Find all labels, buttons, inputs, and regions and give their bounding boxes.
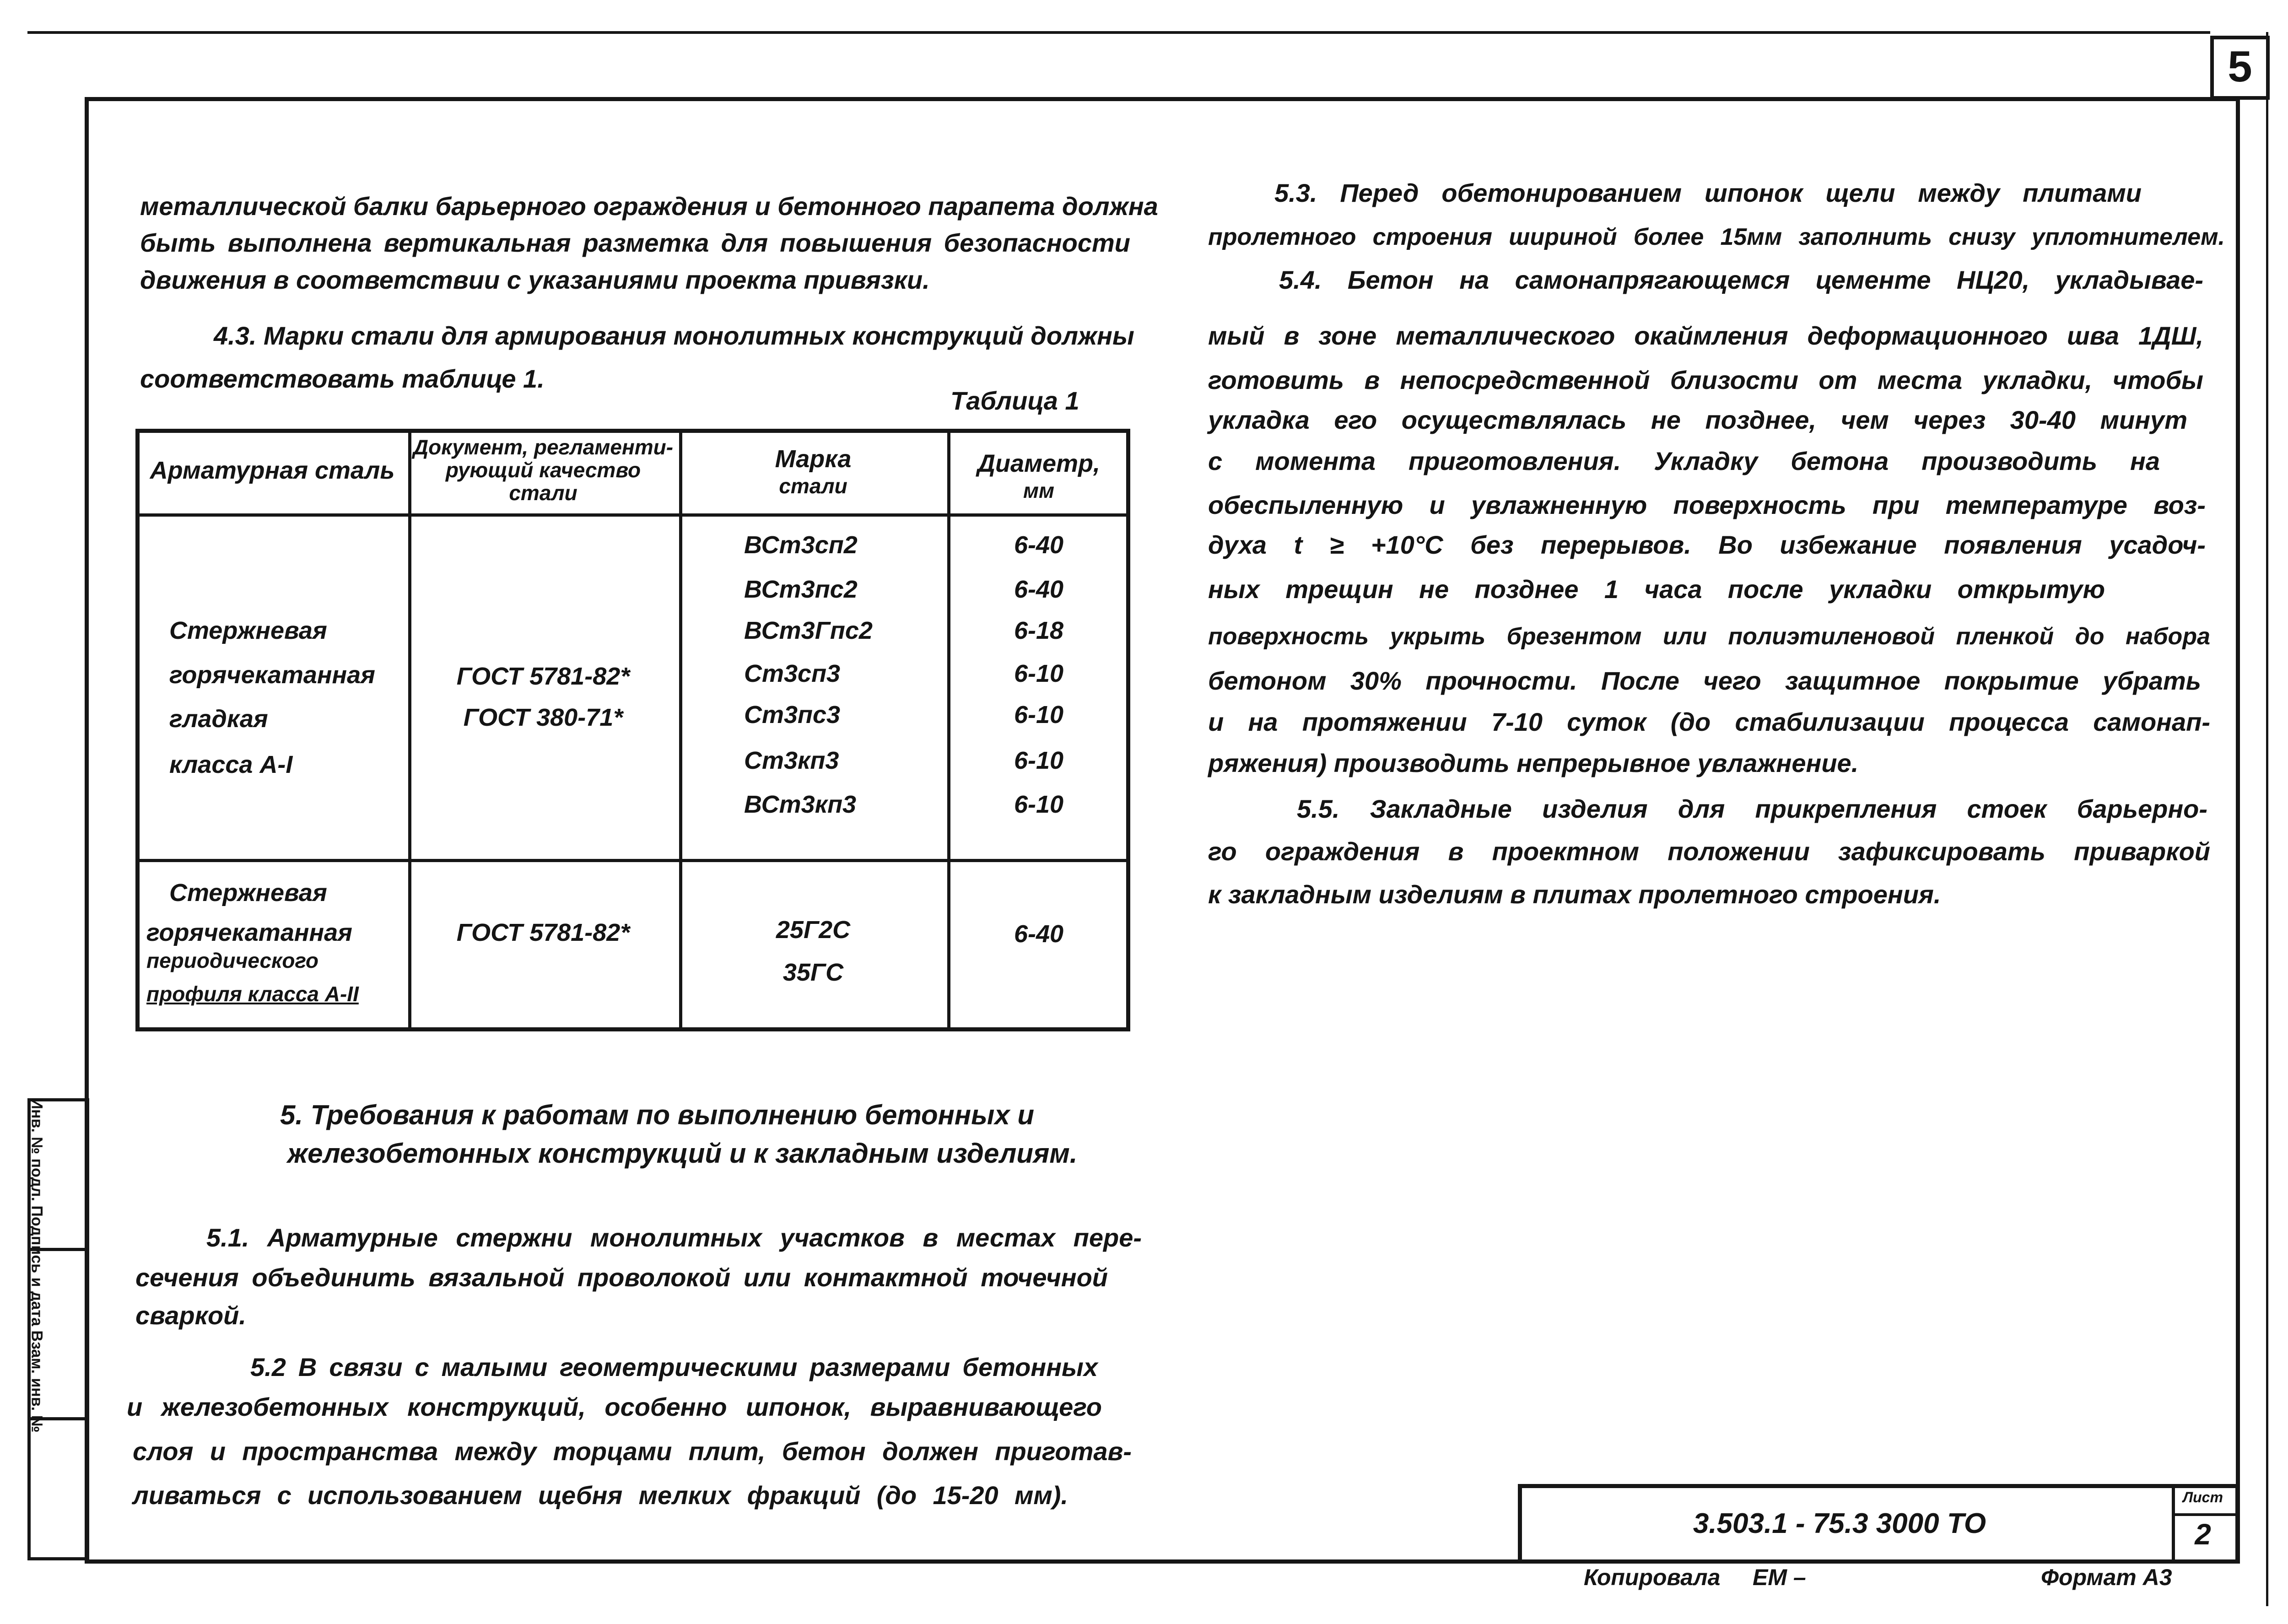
section-5-heading: железобетонных конструкций и к закладным изделиям. — [287, 1138, 1078, 1169]
right-text-line: обеспыленную и увлажненную поверхность при температуре воз- — [1208, 491, 2206, 519]
diameter: 6-40 — [1014, 531, 1064, 559]
right-text-line: мый в зоне металлического окаймления деформационного шва 1ДШ, — [1208, 321, 2203, 350]
paragraph-5-1-line: сваркой. — [135, 1301, 246, 1330]
steel-type: класса А-I — [169, 751, 293, 778]
right-text-line: укладка его осуществлялась не позднее, чем через 30-40 минут — [1208, 405, 2187, 434]
steel-type: гладкая — [169, 705, 268, 733]
right-text-line: 5.4. Бетон на самонапрягающемся цементе НЦ20, укладывае- — [1279, 265, 2203, 294]
paragraph-5-2-line: слоя и пространства между торцами плит, бетон должен приготав- — [133, 1437, 1132, 1466]
sheet-number: 2 — [2195, 1518, 2211, 1551]
header-doc: рующий качество — [445, 458, 641, 482]
right-text-line: с момента приготовления. Укладку бетона производить на — [1208, 447, 2160, 475]
right-text-line: пролетного строения шириной более 15мм заполнить снизу уплотнителем. — [1208, 224, 2225, 250]
header-doc: стали — [509, 481, 577, 505]
diameter: 6-40 — [1014, 920, 1064, 948]
steel-type: профиля класса А-II — [146, 982, 359, 1006]
table-caption: Таблица 1 — [950, 386, 1079, 415]
header-steel: Арматурная сталь — [150, 457, 395, 484]
steel-grade: Ст3кп3 — [744, 747, 839, 774]
sheet-label: Лист — [2183, 1489, 2223, 1505]
right-text-line: го ограждения в проектном положении зафиксировать приваркой — [1208, 837, 2210, 866]
paragraph-5-2-line: и железобетонных конструкций, особенно шпонок, выравнивающего — [127, 1392, 1102, 1421]
header-doc: Документ, регламенти- — [413, 435, 674, 459]
copied-label: Копировала — [1584, 1565, 1721, 1590]
steel-type: периодического — [146, 949, 318, 972]
page-number-box — [2210, 36, 2270, 100]
diameter: 6-10 — [1014, 701, 1064, 728]
diameter: 6-40 — [1014, 576, 1064, 603]
outer-right-rule — [2266, 32, 2268, 1606]
diameter: 6-10 — [1014, 660, 1064, 687]
steel-type: горячекатанная — [146, 919, 352, 946]
steel-type: Стержневая — [169, 879, 327, 906]
header-grade: стали — [779, 474, 847, 498]
side-stamp-text: Инв. № подл. Подпись и дата Взам. инв. № — [28, 1098, 46, 1433]
top-rule — [27, 31, 2210, 34]
standard-doc: ГОСТ 5781-82* — [456, 663, 630, 690]
intro-line: быть выполнена вертикальная разметка для повышения безопасности — [140, 228, 1130, 257]
intro-line: движения в соответствии с указаниями проекта привязки. — [140, 265, 930, 294]
paragraph-5-2-line: 5.2 В связи с малыми геометрическими размерами бетонных — [250, 1353, 1098, 1381]
right-text-line: к закладным изделиям в плитах пролетного строения. — [1208, 880, 1941, 909]
steel-grade: ВСт3сп2 — [744, 531, 858, 559]
diameter: 6-18 — [1014, 617, 1064, 644]
document-code: 3.503.1 - 75.3 3000 ТО — [1693, 1508, 1986, 1539]
header-diameter: мм — [1023, 479, 1055, 502]
paragraph-4-3-line: 4.3. Марки стали для армирования монолитных конструкций должны — [214, 321, 1134, 350]
paragraph-5-1-line: сечения объединить вязальной проволокой или контактной точечной — [135, 1263, 1108, 1292]
right-text-line: ряжения) производить непрерывное увлажнение. — [1208, 749, 1859, 777]
steel-grade: ВСт3кп3 — [744, 791, 857, 818]
steel-grade: ВСт3Гпс2 — [744, 617, 873, 644]
page-number: 5 — [2228, 42, 2252, 91]
steel-type: горячекатанная — [169, 661, 375, 689]
paragraph-4-3-line: соответствовать таблице 1. — [140, 364, 545, 393]
steel-grade: Ст3пс3 — [744, 701, 841, 728]
section-5-heading: 5. Требования к работам по выполнению бетонных и — [280, 1100, 1035, 1130]
steel-grade: 25Г2С — [776, 916, 851, 944]
diameter: 6-10 — [1014, 791, 1064, 818]
steel-grade: ВСт3пс2 — [744, 576, 858, 603]
right-text-line: духа t ≥ +10°С без перерывов. Во избежание появления усадоч- — [1208, 530, 2206, 559]
header-diameter: Диаметр, — [977, 450, 1100, 477]
right-text-line: бетоном 30% прочности. После чего защитное покрытие убрать — [1208, 666, 2201, 695]
steel-grade: Ст3сп3 — [744, 660, 841, 687]
right-text-line: поверхность укрыть брезентом или полиэтиленовой пленкой до набора — [1208, 623, 2210, 650]
steel-grade: 35ГС — [782, 959, 844, 986]
right-text-line: готовить в непосредственной близости от места укладки, чтобы — [1208, 366, 2203, 394]
paragraph-5-2-line: ливаться с использованием щебня мелких фракций (до 15-20 мм). — [133, 1481, 1068, 1510]
standard-doc: ГОСТ 380-71* — [463, 704, 623, 731]
standard-doc: ГОСТ 5781-82* — [456, 919, 630, 946]
right-text-line: ных трещин не позднее 1 часа после укладки открытую — [1208, 575, 2105, 604]
header-grade: Марка — [775, 445, 852, 473]
paragraph-5-1-line: 5.1. Арматурные стержни монолитных участков в местах пере- — [206, 1223, 1142, 1252]
right-text-line: 5.5. Закладные изделия для прикрепления стоек барьерно- — [1297, 794, 2207, 823]
right-text-line: 5.3. Перед обетонированием шпонок щели между плитами — [1274, 178, 2142, 207]
format-label: Формат А3 — [2041, 1565, 2172, 1590]
right-text-line: и на протяжении 7-10 суток (до стабилизации процесса самонап- — [1208, 707, 2210, 736]
copied-signature: ЕМ – — [1753, 1565, 1806, 1590]
intro-line: металлической балки барьерного ограждения и бетонного парапета должна — [140, 192, 1158, 221]
steel-type: Стержневая — [169, 617, 327, 644]
diameter: 6-10 — [1014, 747, 1064, 774]
